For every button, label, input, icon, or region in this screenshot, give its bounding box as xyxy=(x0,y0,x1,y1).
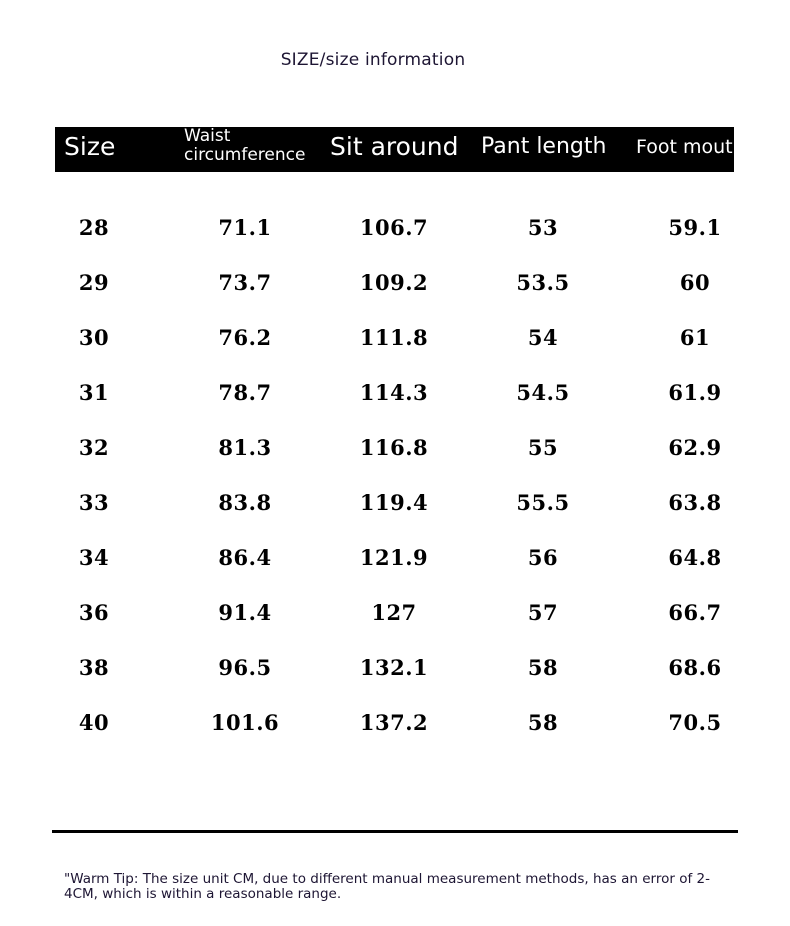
cell-foot-mouth: 68.6 xyxy=(668,655,722,680)
table-row xyxy=(0,257,790,312)
cell-pant-length: 55.5 xyxy=(516,490,570,515)
divider xyxy=(52,830,738,833)
cell-pant-length: 55 xyxy=(527,435,559,460)
header-foot-mouth: Foot mout xyxy=(636,136,733,158)
cell-sit-around: 119.4 xyxy=(359,490,429,515)
table-row xyxy=(0,367,790,422)
table-row xyxy=(0,587,790,642)
page-title: SIZE/size information xyxy=(280,50,466,70)
table-row xyxy=(0,202,790,257)
cell-pant-length: 54.5 xyxy=(516,380,570,405)
cell-size: 33 xyxy=(78,490,110,515)
cell-waist: 78.7 xyxy=(218,380,272,405)
cell-waist: 101.6 xyxy=(210,710,280,735)
warm-tip-note: "Warm Tip: The size unit CM, due to different manual measurement methods, has an error of 2-4CM, which is within a reasonable range. xyxy=(64,871,710,902)
cell-waist: 73.7 xyxy=(218,270,272,295)
cell-sit-around: 116.8 xyxy=(359,435,429,460)
cell-pant-length: 54 xyxy=(527,325,559,350)
cell-sit-around: 111.8 xyxy=(359,325,429,350)
cell-size: 29 xyxy=(78,270,110,295)
table-row xyxy=(0,697,790,752)
header-sit-around: Sit around xyxy=(330,132,459,161)
cell-pant-length: 58 xyxy=(527,655,559,680)
cell-size: 34 xyxy=(78,545,110,570)
cell-sit-around: 137.2 xyxy=(359,710,429,735)
cell-size: 40 xyxy=(78,710,110,735)
cell-waist: 96.5 xyxy=(218,655,272,680)
cell-foot-mouth: 61 xyxy=(679,325,711,350)
cell-foot-mouth: 61.9 xyxy=(668,380,722,405)
cell-size: 30 xyxy=(78,325,110,350)
cell-waist: 71.1 xyxy=(218,215,272,240)
cell-sit-around: 106.7 xyxy=(359,215,429,240)
cell-sit-around: 109.2 xyxy=(359,270,429,295)
cell-sit-around: 132.1 xyxy=(359,655,429,680)
cell-waist: 83.8 xyxy=(218,490,272,515)
cell-pant-length: 53 xyxy=(527,215,559,240)
cell-size: 31 xyxy=(78,380,110,405)
cell-waist: 91.4 xyxy=(218,600,272,625)
cell-pant-length: 57 xyxy=(527,600,559,625)
table-row xyxy=(0,422,790,477)
header-size: Size xyxy=(64,132,116,161)
table-row xyxy=(0,642,790,697)
cell-waist: 86.4 xyxy=(218,545,272,570)
cell-foot-mouth: 66.7 xyxy=(668,600,722,625)
cell-pant-length: 56 xyxy=(527,545,559,570)
size-table-body xyxy=(0,202,790,752)
cell-foot-mouth: 59.1 xyxy=(668,215,722,240)
table-row xyxy=(0,532,790,587)
cell-foot-mouth: 63.8 xyxy=(668,490,722,515)
table-row xyxy=(0,312,790,367)
table-header xyxy=(55,127,734,172)
cell-sit-around: 127 xyxy=(371,600,417,625)
cell-sit-around: 121.9 xyxy=(359,545,429,570)
cell-size: 36 xyxy=(78,600,110,625)
cell-waist: 81.3 xyxy=(218,435,272,460)
header-waist-line2: circumference xyxy=(184,145,306,165)
cell-waist: 76.2 xyxy=(218,325,272,350)
table-row xyxy=(0,477,790,532)
cell-foot-mouth: 60 xyxy=(679,270,711,295)
cell-foot-mouth: 62.9 xyxy=(668,435,722,460)
cell-size: 38 xyxy=(78,655,110,680)
header-pant-length: Pant length xyxy=(481,134,607,159)
header-waist-circumference xyxy=(184,127,305,165)
cell-foot-mouth: 70.5 xyxy=(668,710,722,735)
cell-pant-length: 53.5 xyxy=(516,270,570,295)
cell-sit-around: 114.3 xyxy=(359,380,429,405)
cell-foot-mouth: 64.8 xyxy=(668,545,722,570)
cell-size: 28 xyxy=(78,215,110,240)
cell-size: 32 xyxy=(78,435,110,460)
header-waist-line1: Waist xyxy=(184,127,231,146)
cell-pant-length: 58 xyxy=(527,710,559,735)
